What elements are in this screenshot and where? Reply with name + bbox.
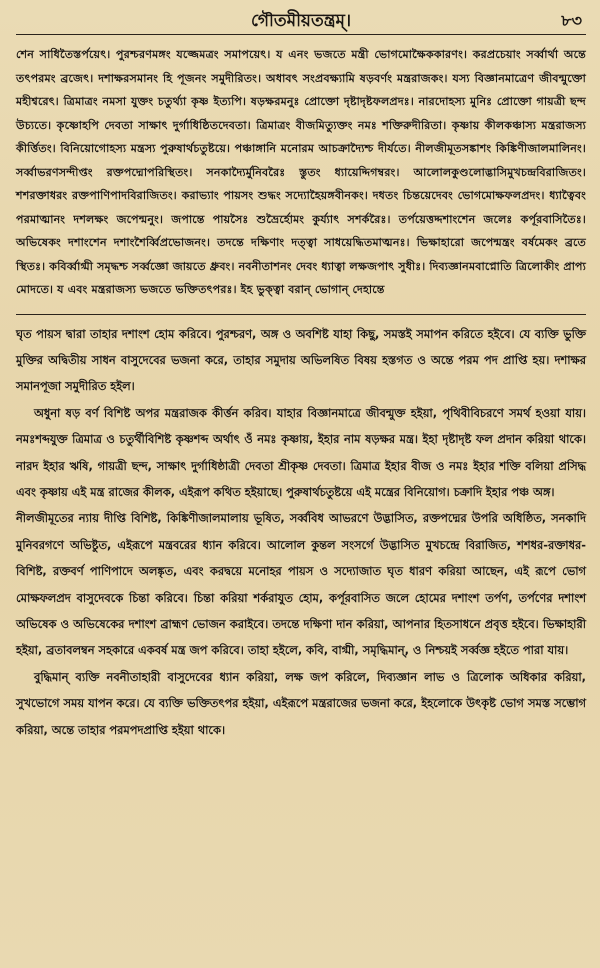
- page-header: [16, 6, 586, 35]
- section-divider: [16, 314, 586, 315]
- translation-paragraph: ঘৃত পায়স দ্বারা তাহার দশাংশ হোম করিবে। পুরশ্চরণ, অঙ্গ ও অবশিষ্ট যাহা কিছু, সমস্তই সমাপন করিতে হইবে। যে ব্যক্তি ভুক্তি মুক্তির অদ্বিতীয় সাধন বাসুদেবের ভজনা করে, তাহার সমুদায় অভিলষিত বিষয় হস্তগত ও অন্তে পরম পদ প্রাপ্তি হয়। দশাক্ষর সমানপূজা সমুদীরিত হইল।: [16, 326, 586, 394]
- bengali-translation-block: [16, 321, 586, 744]
- sanskrit-paragraph: শেন সাধিতৈস্তর্পয়েৎ। পুরশ্চরণমঙ্গং যজ্জেমত্রং সমাপয়েৎ। য এনং ভজতে মন্ত্রী ভোগমোক্ষৈককারণং। করপ্রচেয়াং সর্ব্বার্থা অন্তে তৎপরমং ব্রজেৎ। দশাক্ষরসমানং হি পূজনং সমুদীরিতং। অধাবৎ সংপ্রবক্ষ্যামি ষড়বর্ণং মন্ত্ররাজকং। যস্য বিজ্ঞানমাত্রেণ জীবন্মুক্তো মহীশ্বরেৎ। ত্রিমাত্রং নমসা যুক্তং চতুর্থ্যা কৃষ্ণ ইত্যপি। ষড়ক্ষরমনুঃ প্রোক্তো দৃষ্টাদৃষ্টফলপ্রদঃ। নারদোহস্য মুনিঃ প্রোক্তো গায়ত্রী ছন্দ উচ্যতে। কৃষ্ণোহপি দেবতা সাক্ষাৎ দুর্গাধিষ্ঠিতদেবতা। ত্রিমাত্রং বীজমিত্যুক্তং নমঃ শক্তিরুদীরিতা। কৃষ্ণায় কীলকঞ্চাস্য মন্ত্ররাজস্য কীর্ত্তিতং। বিনিয়োগোহস্য মন্ত্রস্য পুরুষার্থচতুষ্টয়ে। পঞ্চাঙ্গানি মনোরম আচক্রাদ্যৈশ্চ দীর্যতে। নীলজীমূতসঙ্কাশং কিঙ্কিণীজালমালিনং। সর্ব্বাভরণসন্দীপ্তং রক্তপদ্মোপরিস্থিতং। সনকাদ্যৈর্মুনিবরৈঃ স্তুতং ধ্যায়েদ্দিগম্বরং। আলোলকুণ্ডলোদ্ভাসিমুখচন্দ্রবিরাজিতং। শশরক্তাধরং রক্তপাণিপাদবিরাজিতং। করাভ্যাং পায়সং শুদ্ধং সদ্যোহৈয়ঙ্গবীনকং। দধতং চিন্তয়েদেবং ভোগমোক্ষফলপ্রদং। ধ্যাত্বৈবং পরমাত্মানং দশলক্ষং জপেন্মনুং। জপান্তে পায়সৈঃ শুভ্রৈর্হোমং কুর্য্যাৎ সশর্করৈঃ। তর্পয়েত্তদ্দশাংশেন জলেঃ কর্পূরবাসিতৈঃ। অভিষেকং দশাংশেন দশাংশৈর্ব্বিপ্রভোজনং। তদন্তে দক্ষিণাং দত্ত্বা সাধয়েদ্ধিতমাত্মনঃ। ভিক্ষাহারো জপেন্মন্ত্রং বর্ষমেকং ব্রতে স্থিতঃ। কবির্ব্বাগ্মী সমৃদ্ধশ্চ সর্ব্বজ্ঞো জায়তে ধ্রুবং। নবনীতাশনং দেবং ধ্যাত্বা লক্ষজপাৎ সুধীঃ। দিব্যজ্ঞানমবাপ্নোতি ত্রিলোকীং প্রাপ্য মোদতে। য এবং মন্ত্ররাজস্য ভজতে ভক্তিতৎপরঃ। ইহ ভুক্ত্বা বরান্ ভোগান্ দেহান্তে: [16, 48, 586, 296]
- translation-paragraph: নীলজীমূতের ন্যায় দীপ্তি বিশিষ্ট, কিঙ্কিণীজালমালায় ভূষিত, সর্ব্ববিধ আভরণে উদ্ভাসিত, রক্তপদ্মের উপরি অধিষ্ঠিত, সনকাদি মুনিবরগণে অভিষ্টুত, এইরূপে মন্ত্রবরের ধ্যান করিবে। আলোল কুন্তল সংসর্গে উদ্ভাসিত মুখচন্দ্রে বিরাজিত, শশধর-রক্তাধর-বিশিষ্ট, রক্তবর্ণ পাণিপাদে অলঙ্কৃত, এবং করদ্বয়ে মনোহর পায়স ও সদ্যোজাত ঘৃত ধারণ করিয়া আছেন, এই রূপে ভোগ মোক্ষফলপ্রদ বাসুদেবকে চিন্তা করিবে। চিন্তা করিয়া শর্করাযুত হোম, কর্পূরবাসিত জলে হোমের দশাংশ তর্পণ, তর্পণের দশাংশ অভিষেক ও অভিষেকের দশাংশ ব্রাহ্মণ ভোজন করাইবে। তদন্তে দক্ষিণা দান করিয়া, আপনার হিতসাধনে প্রবৃত্ত হইবে। ভিক্ষাহারী হইয়া, ব্রতাবলম্বন সহকারে একবর্ষ মন্ত্র জপ করিবে। তাহা হইলে, কবি, বাগ্মী, সমৃদ্ধিমান্, ও নিশ্চয়ই সর্ব্বজ্ঞ হইতে পারা যায়।: [16, 511, 586, 658]
- page-number: ৮৩: [561, 11, 582, 30]
- translation-paragraph: বুদ্ধিমান্ ব্যক্তি নবনীতাহারী বাসুদেবের ধ্যান করিয়া, লক্ষ জপ করিলে, দিব্যজ্ঞান লাভ ও ত্রিলোক অধিকার করিয়া, সুখভোগে সময় যাপন করে। যে ব্যক্তি ভক্তিতৎপর হইয়া, এইরূপে মন্ত্ররাজের ভজনা করে, ইহলোকে উৎকৃষ্ট ভোগ সমস্ত সম্ভোগ করিয়া, অন্তে তাহার পরমপদপ্রাপ্তি হইয়া থাকে।: [16, 669, 586, 737]
- page-title: গৌতমীয়তন্ত্রম্।: [250, 11, 352, 31]
- sanskrit-verse-block: [16, 43, 586, 302]
- translation-paragraph: অধুনা ষড় বর্ণ বিশিষ্ট অপর মন্ত্ররাজক কীর্ত্তন করিব। যাহার বিজ্ঞানমাত্রে জীবন্মুক্ত হইয়া, পৃথিবীবিচরণে সমর্থ হওয়া যায়। নমঃশব্দযুক্ত ত্রিমাত্র ও চতুর্থীবিশিষ্ট কৃষ্ণশব্দ অর্থাৎ ওঁ নমঃ কৃষ্ণায়, ইহার নাম ষড়ক্ষর মন্ত্র। ইহা দৃষ্টাদৃষ্ট ফল প্রদান করিয়া থাকে। নারদ ইহার ঋষি, গায়ত্রী ছন্দ, সাক্ষাৎ দুর্গাধিষ্ঠাত্রী দেবতা শ্রীকৃষ্ণ দেবতা। ত্রিমাত্র ইহার বীজ ও নমঃ ইহার শক্তি বলিয়া প্রসিদ্ধ এবং কৃষ্ণায় এই মন্ত্র রাজের কীলক, এইরূপ কথিত হইয়াছে। পুরুষার্থচতুষ্টয়ে এই মন্ত্রের বিনিয়োগ। চক্রাদি ইহার পঞ্চ অঙ্গ।: [16, 405, 586, 499]
